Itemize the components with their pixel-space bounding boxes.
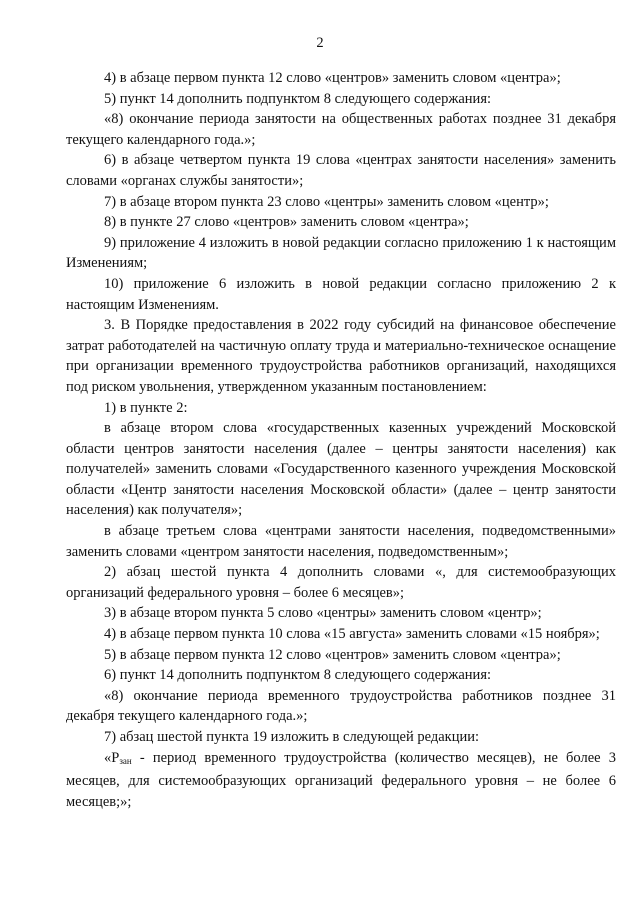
paragraph: 10) приложение 6 изложить в новой редакции согласно приложению 2 к настоящим Изменениям.: [66, 275, 616, 313]
paragraph: «8) окончание периода занятости на общественных работах позднее 31 декабря текущего календарного года.»;: [66, 111, 616, 148]
paragraph: 8) в пункте 27 слово «центров» заменить словом «центра»;: [104, 214, 469, 231]
paragraph: «8) окончание периода временного трудоустройства работников позднее 31 декабря текущего календарного года.»;: [66, 687, 616, 725]
paragraph: 9) приложение 4 изложить в новой редакции согласно приложению 1 к настоящим Изменениям;: [66, 234, 616, 272]
paragraph: 2) абзац шестой пункта 4 дополнить словами «, для системообразующих организаций федерального уровня – более 6 месяцев»;: [66, 564, 616, 601]
formula-rest: - период временного трудоустройства (количество месяцев), не более 3 месяцев, для системообразующих организаций федерального уровня – не более 6 месяцев;»;: [66, 749, 616, 810]
paragraph: 7) в абзаце втором пункта 23 слово «центры» заменить словом «центр»;: [104, 193, 549, 210]
paragraph: 6) пункт 14 дополнить подпунктом 8 следующего содержания:: [104, 667, 492, 684]
paragraph: 6) в абзаце четвертом пункта 19 слова «центрах занятости населения» заменить словами «органах службы занятости»;: [66, 152, 616, 189]
final-paragraph: [66, 748, 616, 813]
paragraph: 4) в абзаце первом пункта 12 слово «центров» заменить словом «центра»;: [104, 70, 561, 86]
formula-open: «Р: [104, 749, 120, 766]
paragraph: 3) в абзаце втором пункта 5 слово «центры» заменить словом «центр»;: [104, 605, 542, 622]
paragraph: 5) в абзаце первом пункта 12 слово «центров» заменить словом «центра»;: [104, 646, 561, 663]
paragraph: в абзаце втором слова «государственных казенных учреждений Московской области центров занятости населения (далее – центры занятости населения) как получателей» заменить словами «Государственного казенного учреждения Московской области «Центр занятости населения Московской области» (далее – центр занятости населения) как получателя»;: [66, 420, 616, 519]
page-number: 2: [316, 35, 324, 51]
paragraph: в абзаце третьем слова «центрами занятости населения, подведомственными» заменить словами «центром занятости населения, подведомственным»;: [66, 523, 616, 560]
paragraph: 7) абзац шестой пункта 19 изложить в следующей редакции:: [104, 729, 480, 745]
paragraph: 5) пункт 14 дополнить подпунктом 8 следующего содержания:: [104, 90, 492, 107]
paragraph: 3. В Порядке предоставления в 2022 году субсидий на финансовое обеспечение затрат работодателей на частичную оплату труда и материально-техническое оснащение при организации временного трудоустройства работников организаций, находящихся под риском увольнения, утвержденном указанным постановлением:: [66, 317, 616, 395]
paragraph: 4) в абзаце первом пункта 10 слова «15 августа» заменить словами «15 ноября»;: [104, 626, 600, 643]
formula-subscript: зан: [119, 755, 132, 766]
paragraph: 1) в пункте 2:: [104, 399, 188, 416]
document-body: [66, 68, 616, 812]
